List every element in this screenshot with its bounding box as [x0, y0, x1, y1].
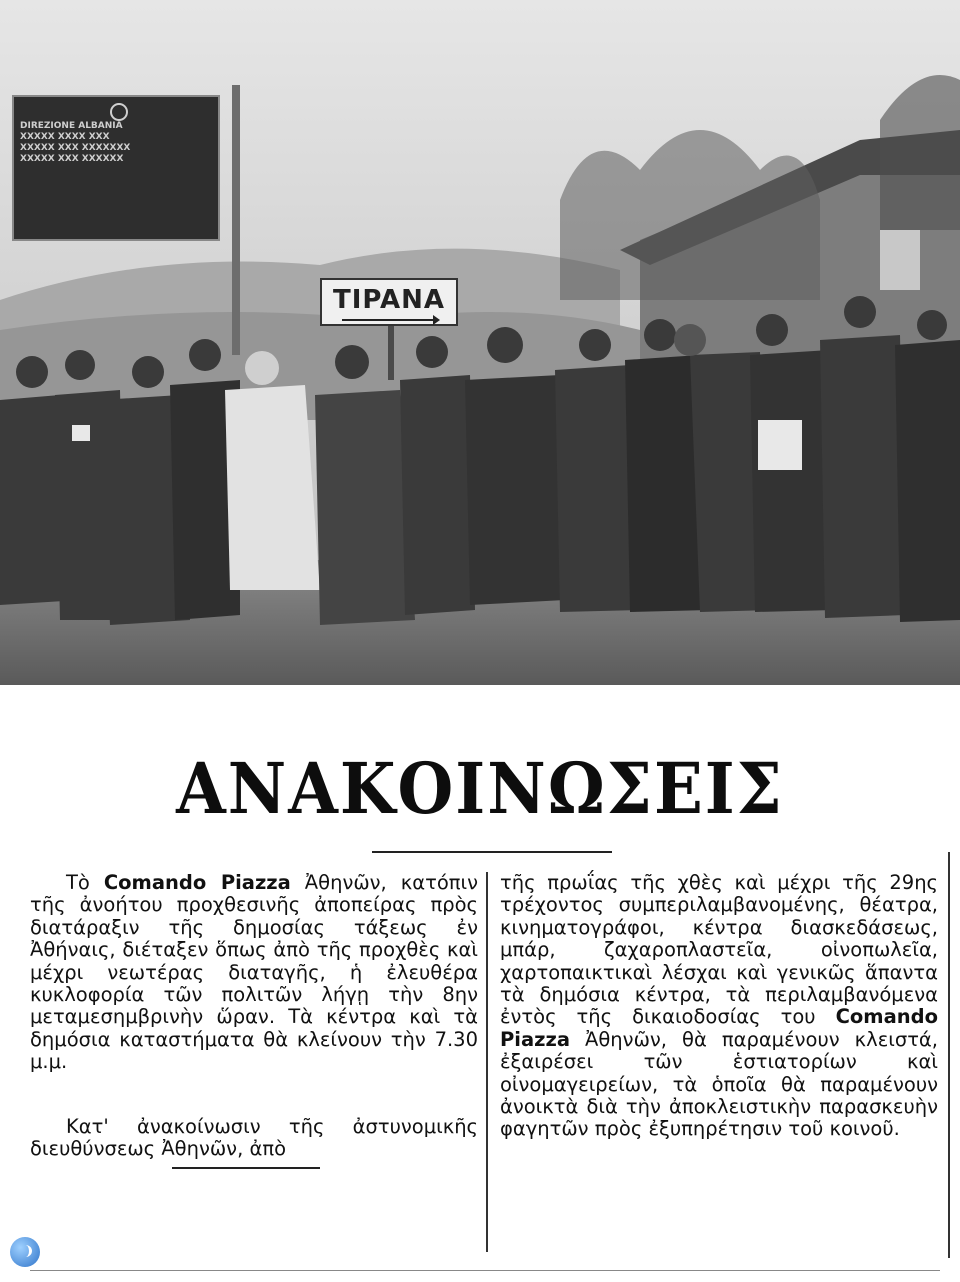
left-column [30, 872, 478, 1160]
announcement-paragraph-2-continued [500, 872, 938, 1141]
sign-board-line: XXXXX XXXX XXX [20, 132, 110, 142]
tirana-sign-text: TIPANA [332, 285, 446, 315]
paragraph-body: Ἀθηνῶν, κατόπιν τῆς ἀνοήτου προχθεσινῆς ἀποπείρας πρὸς διατάραξιν τῆς δημοσίας τάξεως ἐν Ἀθήναις, διέταξεν ὅπως ἀπὸ τῆς προχθὲς καὶ μέχρι νεωτέρας διαταγῆς, ἡ ἐλευθέρα κυκλοφορία τῶν πολιτῶν λήγῃ τὴν 8ην μεταμεσημβρινὴν ὥραν. Τὰ κέντρα καὶ τὰ δημόσια καταστήματα θὰ κλείνουν τὴν 7.30 μ.μ. [30, 871, 478, 1074]
sign-board-line: XXXXX XXX XXXXXXX [20, 143, 131, 153]
announcement-paragraph-2: Κατ' ἀνακοίνωσιν τῆς ἀστυνομικῆς διευθύνσεως Ἀθηνῶν, ἀπὸ [30, 1114, 478, 1161]
paragraph-body: τῆς πρωΐας τῆς χθὲς καὶ μέχρι τῆς 29ης τρέχοντος συμπεριλαμβανομένης, θέατρα, κινηματογράφοι, κέντρα διασκεδάσεως, μπάρ, ζαχαροπλαστεῖα, οἰνοπωλεῖα, χαρτοπαικτικαὶ λέσχαι καὶ γενικῶς ἅπαντα τὰ δημόσια κέντρα, τὰ περιλαμβανόμενα ἐντὸς τῆς δικαιοδοσίας του [500, 871, 938, 1029]
tirana-road-sign [320, 278, 458, 326]
page-edge-rule [948, 852, 950, 1258]
headline-rule [372, 851, 612, 853]
announcement-headline: ΑΝΑΚΟΙΝΩΣΕΙΣ [176, 748, 784, 831]
announcement-paragraph-1 [30, 872, 478, 1074]
sign-post [232, 85, 240, 355]
column-divider [486, 872, 488, 1252]
sign-board-line: DIREZIONE ALBANIA [20, 121, 123, 131]
paragraph-body: Ἀθηνῶν, θὰ παραμένουν κλειστά, ἐξαιρέσει τῶν ἑστιατορίων καὶ οἰνομαγειρείων, τὰ ὁποῖα θὰ παραμένουν ἀνοικτὰ διὰ τὴν ἀποκλειστικὴν παρασκευὴν φαγητῶν πρὸς ἐξυπηρέτησιν τοῦ κοινοῦ. [500, 1027, 938, 1141]
site-logo-icon [10, 1237, 40, 1267]
right-column [500, 872, 938, 1141]
arrow-right-icon [342, 319, 436, 321]
bottom-rule [30, 1270, 940, 1271]
sign-board-line: XXXXX XXX XXXXXX [20, 154, 124, 164]
comando-piazza-name: Comando Piazza [500, 1005, 938, 1051]
section-separator [172, 1167, 320, 1169]
emblem-icon [110, 103, 128, 121]
paragraph-lead: Τὸ [66, 871, 104, 894]
military-direction-sign [12, 95, 220, 241]
comando-piazza-name: Comando Piazza [103, 871, 291, 894]
